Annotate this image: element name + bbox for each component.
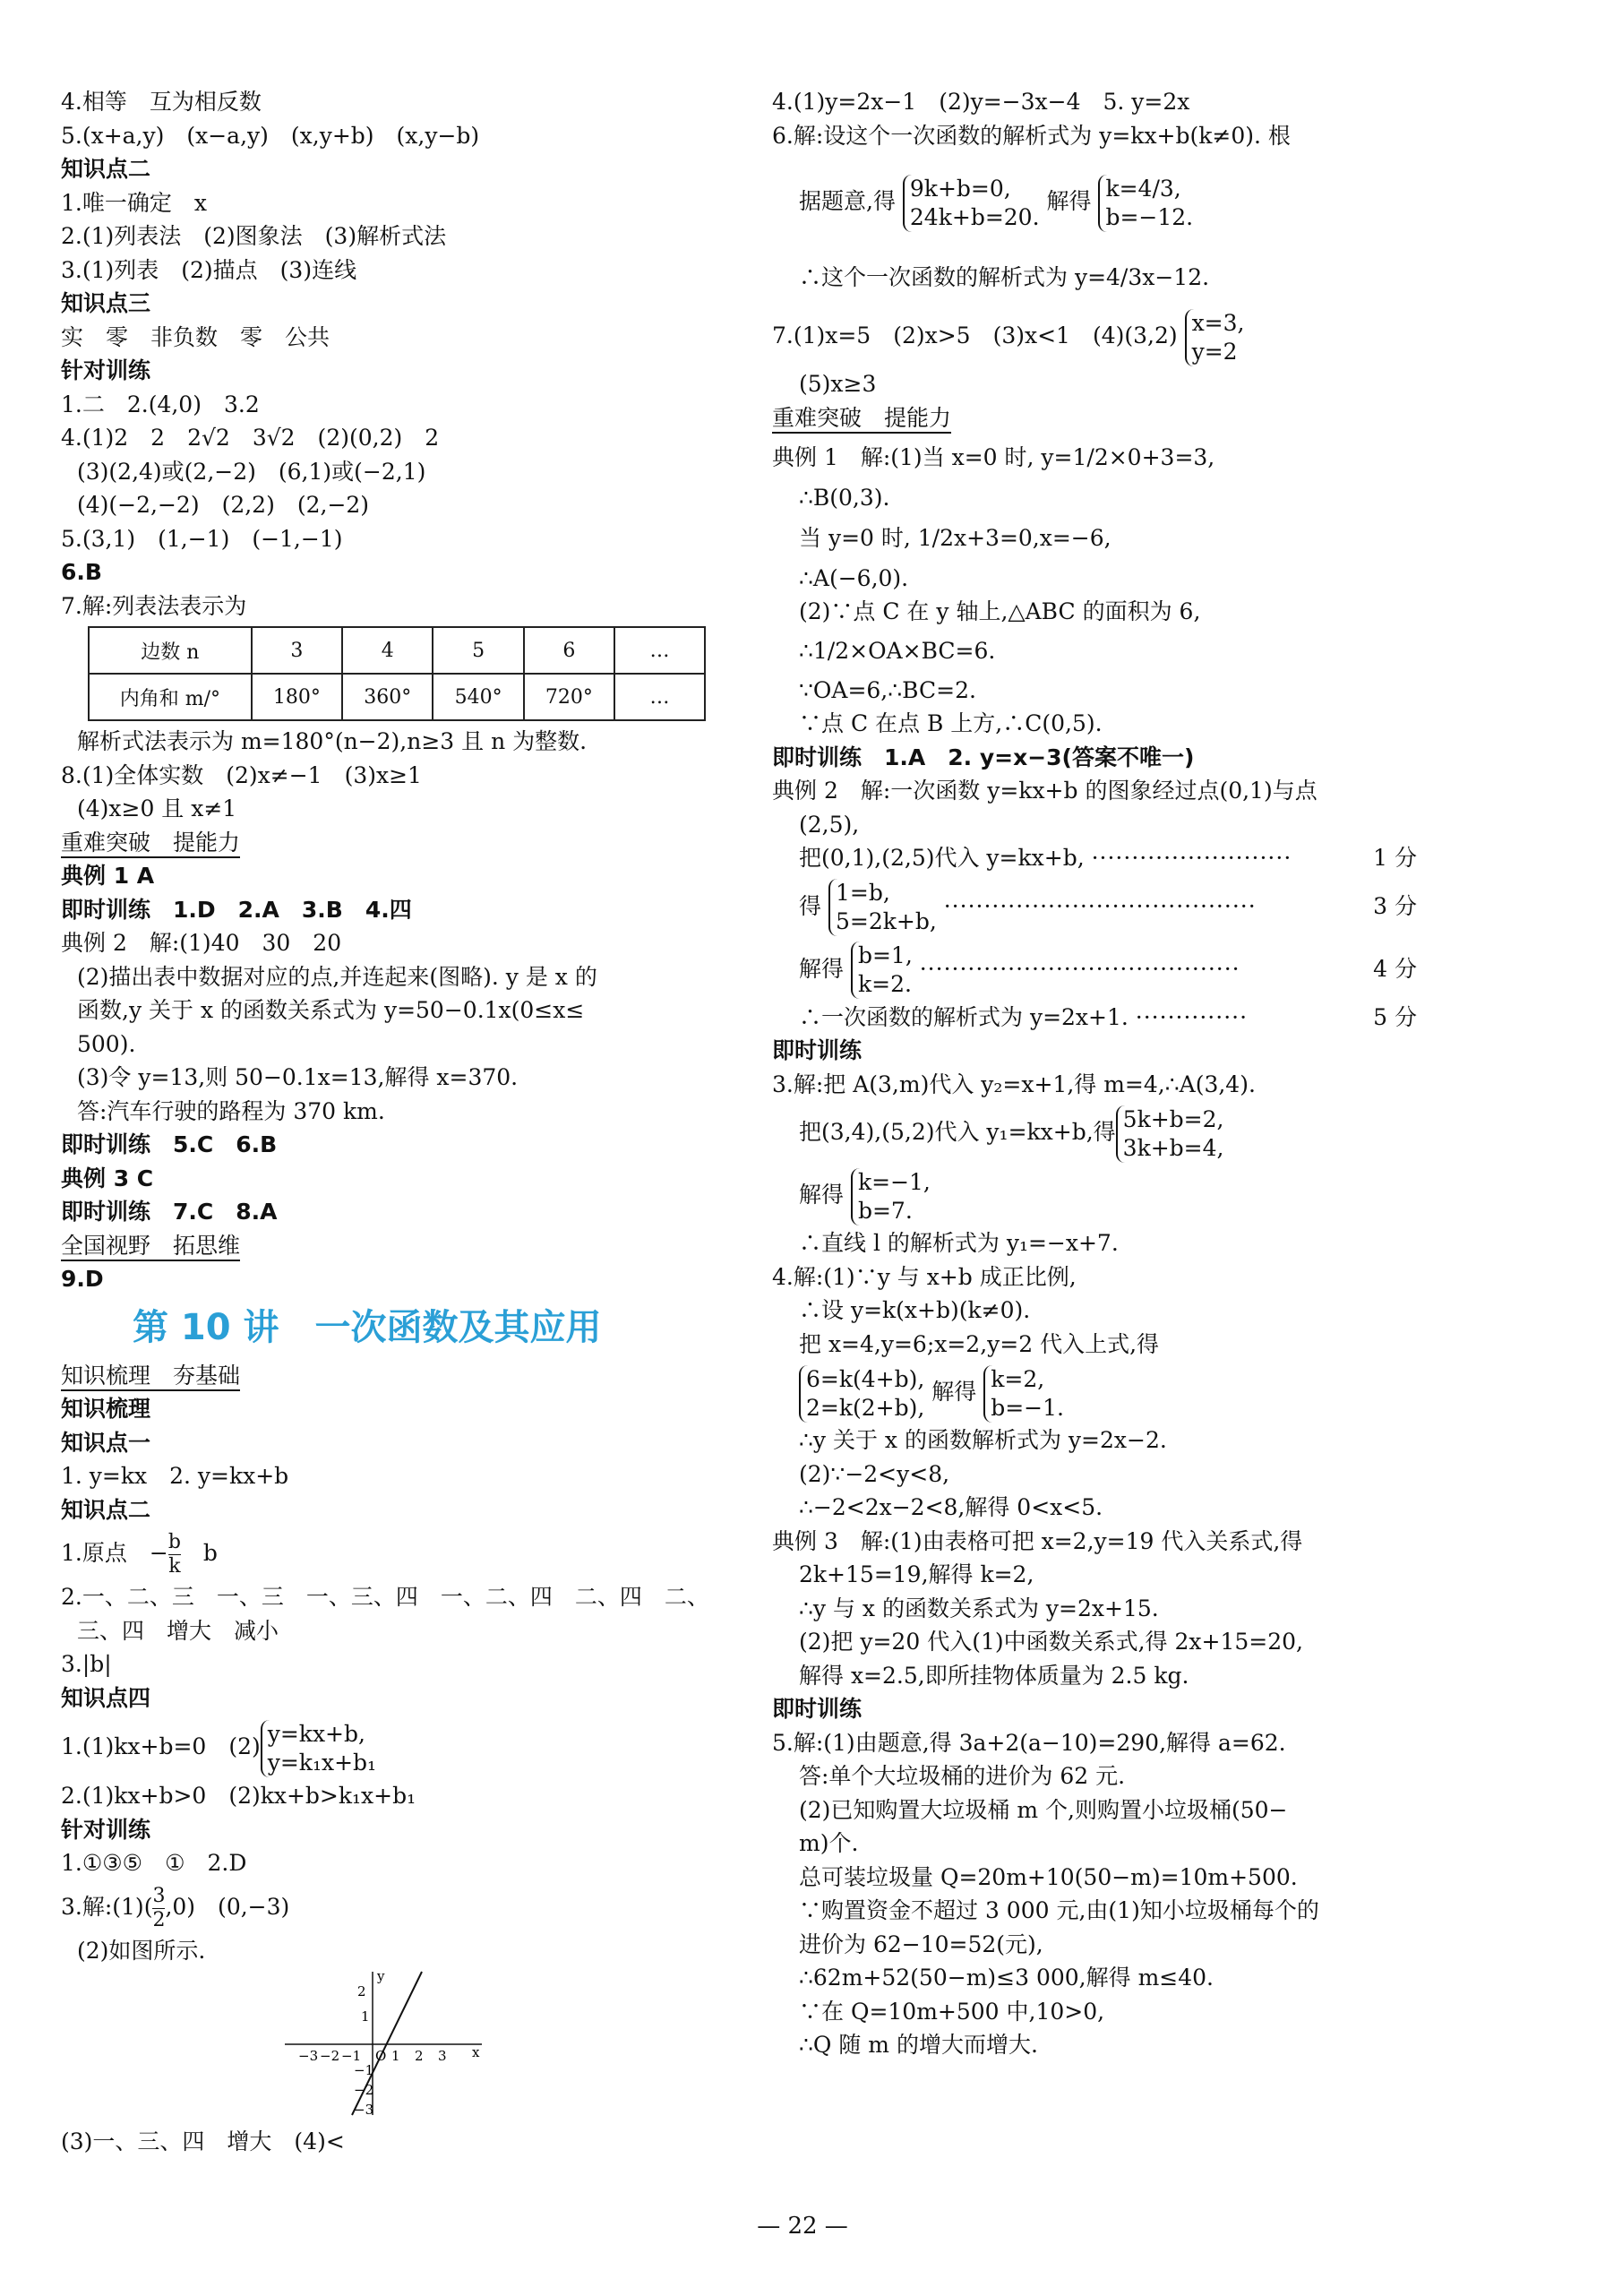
table-cell: 720° bbox=[524, 674, 614, 720]
score-mark: 1 分 bbox=[1373, 845, 1417, 871]
table-row bbox=[89, 674, 705, 720]
tick-label: −1 bbox=[354, 2062, 374, 2078]
answer-line bbox=[61, 1526, 706, 1580]
equation: k=2, bbox=[991, 1365, 1045, 1392]
equation: 1=b, bbox=[835, 880, 890, 906]
answer-line: ∴设 y=k(x+b)(k≠0). bbox=[799, 1297, 1031, 1323]
equation: b=1, bbox=[857, 942, 913, 968]
answer-text: ,0) (0,−3) bbox=[165, 1893, 290, 1920]
table-cell: 540° bbox=[433, 674, 523, 720]
page-number: — 22 — bbox=[757, 2213, 848, 2240]
tick-label: −3 bbox=[298, 2048, 319, 2064]
table-cell: … bbox=[614, 674, 705, 720]
answer-line: 5.解:(1)由题意,得 3a+2(a−10)=290,解得 a=62. bbox=[772, 1729, 1286, 1756]
tick-label: −1 bbox=[341, 2048, 362, 2064]
section-banner: 全国视野 拓思维 bbox=[61, 1233, 240, 1261]
tick-label: −3 bbox=[354, 2102, 374, 2118]
section-heading: 知识点一 bbox=[61, 1429, 151, 1456]
answer-line: 2.一、二、三 一、三 一、三、四 一、二、四 二、四 二、 bbox=[61, 1584, 709, 1610]
tick-label: 3 bbox=[438, 2048, 447, 2064]
answer-line bbox=[772, 1101, 1417, 1164]
section-heading: 即时训练 bbox=[772, 1696, 863, 1722]
numerator: b bbox=[167, 1531, 181, 1553]
equation: x=3, bbox=[1191, 309, 1245, 336]
answer-line: 500). bbox=[77, 1030, 136, 1057]
answer-line: m)个. bbox=[799, 1830, 859, 1856]
tick-label: 2 bbox=[415, 2048, 424, 2064]
table-cell: 4 bbox=[342, 627, 433, 674]
answer-line: ∴B(0,3). bbox=[799, 485, 890, 511]
answer-line bbox=[772, 1164, 1417, 1226]
answer-line: 4.(1)2 2 2√2 3√2 (2)(0,2) 2 bbox=[61, 425, 440, 451]
answer-line: 2.(1)列表法 (2)图象法 (3)解析式法 bbox=[61, 223, 447, 249]
answer-line: 1.唯一确定 x bbox=[61, 189, 207, 216]
score-mark: 3 分 bbox=[1373, 892, 1417, 919]
answer-text: 把(0,1),(2,5)代入 y=kx+b, bbox=[799, 845, 1085, 871]
answer-line: ∴Q 随 m 的增大而增大. bbox=[799, 2032, 1038, 2058]
answer-line: 即时训练 1.D 2.A 3.B 4.四 bbox=[61, 896, 412, 923]
equation: 9k+b=0, bbox=[909, 175, 1011, 202]
table-cell: 5 bbox=[433, 627, 523, 674]
answer-line: ∴−2<2x−2<8,解得 0<x<5. bbox=[799, 1494, 1103, 1520]
linear-function-graph bbox=[280, 1967, 486, 2120]
answer-text: 把(3,4),(5,2)代入 y₁=kx+b,得 bbox=[799, 1119, 1116, 1145]
tick-label: 1 bbox=[361, 2008, 370, 2025]
axis-label: y bbox=[377, 1968, 385, 1984]
tick-label: 1 bbox=[391, 2048, 400, 2064]
equation: 2=k(2+b), bbox=[806, 1394, 925, 1421]
equation: k=2. bbox=[857, 971, 912, 997]
answer-line: 3.解:把 A(3,m)代入 y₂=x+1,得 m=4,∴A(3,4). bbox=[772, 1071, 1256, 1097]
answer-line: 1. y=kx 2. y=kx+b bbox=[61, 1463, 289, 1489]
equation: b=−12. bbox=[1105, 203, 1194, 230]
answer-line bbox=[772, 1001, 1417, 1035]
answer-line: (3)一、三、四 增大 (4)< bbox=[61, 2128, 345, 2154]
answer-line: 6.B bbox=[61, 559, 102, 585]
answer-line: ∵点 C 在点 B 上方,∴C(0,5). bbox=[799, 710, 1103, 736]
polygon-angle-table bbox=[88, 626, 706, 721]
tick-label: −2 bbox=[320, 2048, 340, 2064]
equation-system bbox=[1116, 1105, 1224, 1163]
answer-text: ∴一次函数的解析式为 y=2x+1. bbox=[799, 1003, 1129, 1030]
answer-line: ∴y 关于 x 的函数解析式为 y=2x−2. bbox=[799, 1427, 1167, 1453]
axis-label: x bbox=[472, 2044, 480, 2060]
answer-line bbox=[772, 152, 1417, 251]
answer-line: ∵在 Q=10m+500 中,10>0, bbox=[799, 1998, 1105, 2025]
equation: y=kx+b, bbox=[267, 1720, 365, 1747]
answer-line: 当 y=0 时, 1/2x+3=0,x=−6, bbox=[799, 524, 1111, 551]
answer-line: 8.(1)全体实数 (2)x≠−1 (3)x≥1 bbox=[61, 761, 422, 788]
answer-line: (3)(2,4)或(2,−2) (6,1)或(−2,1) bbox=[77, 458, 426, 485]
score-mark: 4 分 bbox=[1373, 955, 1417, 982]
equation-system bbox=[799, 1365, 924, 1423]
answer-line: 6.解:设这个一次函数的解析式为 y=kx+b(k≠0). 根 bbox=[772, 122, 1291, 149]
answer-line: 4.相等 互为相反数 bbox=[61, 89, 262, 115]
answer-line: 5.(3,1) (1,−1) (−1,−1) bbox=[61, 525, 343, 552]
equation-system bbox=[828, 879, 937, 936]
answer-line: 3.(1)列表 (2)描点 (3)连线 bbox=[61, 256, 357, 283]
answer-line: 解析式法表示为 m=180°(n−2),n≥3 且 n 为整数. bbox=[77, 728, 588, 754]
answer-line: 2.(1)kx+b>0 (2)kx+b>k₁x+b₁ bbox=[61, 1783, 416, 1809]
answer-line: 函数,y 关于 x 的函数关系式为 y=50−0.1x(0≤x≤ bbox=[77, 997, 585, 1023]
answer-line: 实 零 非负数 零 公共 bbox=[61, 323, 330, 350]
answer-line: ∵OA=6,∴BC=2. bbox=[799, 676, 976, 703]
equation: b=−1. bbox=[991, 1394, 1064, 1421]
answer-line: (5)x≥3 bbox=[799, 371, 877, 397]
section-heading: 针对训练 bbox=[61, 357, 151, 383]
answer-line: (2)把 y=20 代入(1)中函数关系式,得 2x+15=20, bbox=[799, 1629, 1303, 1655]
answer-line: 把 x=4,y=6;x=2,y=2 代入上式,得 bbox=[799, 1330, 1160, 1357]
answer-line: ∴1/2×OA×BC=6. bbox=[799, 637, 996, 664]
answer-line: 即时训练 7.C 8.A bbox=[61, 1199, 278, 1225]
answer-text: 1.(1)kx+b=0 (2) bbox=[61, 1733, 261, 1759]
answer-line bbox=[772, 938, 1417, 1001]
answer-text: 解得 bbox=[799, 955, 845, 982]
tick-label: 2 bbox=[357, 1983, 366, 1999]
answer-line: (2)如图所示. bbox=[77, 1937, 206, 1964]
answer-line: 即时训练 5.C 6.B bbox=[61, 1131, 278, 1157]
score-mark: 5 分 bbox=[1373, 1003, 1417, 1030]
answer-text: 解得 bbox=[1046, 188, 1092, 214]
equation: k=−1, bbox=[857, 1168, 931, 1195]
equation: 24k+b=20. bbox=[909, 203, 1040, 230]
answer-line: ∴直线 l 的解析式为 y₁=−x+7. bbox=[799, 1230, 1119, 1256]
table-row bbox=[89, 627, 705, 674]
denominator: k bbox=[168, 1555, 181, 1578]
answer-line: 9.D bbox=[61, 1266, 104, 1292]
answer-line: (2)∵点 C 在 y 轴上,△ABC 的面积为 6, bbox=[799, 598, 1201, 624]
fraction bbox=[152, 1885, 165, 1932]
answer-line: 三、四 增大 减小 bbox=[77, 1617, 279, 1644]
leader-dots: ·············· bbox=[1135, 1003, 1249, 1030]
answer-line: ∴62m+52(50−m)≤3 000,解得 m≤40. bbox=[799, 1965, 1214, 1991]
answer-line: 典例 3 解:(1)由表格可把 x=2,y=19 代入关系式,得 bbox=[772, 1527, 1303, 1554]
answer-line bbox=[61, 1880, 706, 1934]
answer-line: (2)∵−2<y<8, bbox=[799, 1460, 950, 1487]
numerator: 3 bbox=[152, 1884, 166, 1907]
section-heading: 知识点三 bbox=[61, 290, 151, 316]
answer-line: (4)(−2,−2) (2,2) (2,−2) bbox=[77, 492, 370, 518]
section-heading: 知识点二 bbox=[61, 1496, 151, 1523]
answer-line: 答:单个大垃圾桶的进价为 62 元. bbox=[799, 1763, 1126, 1789]
answer-text: 据题意,得 bbox=[799, 188, 896, 214]
tick-label: O bbox=[375, 2048, 387, 2064]
answer-line: 7.解:列表法表示为 bbox=[61, 592, 247, 619]
section-heading: 即时训练 bbox=[772, 1037, 863, 1063]
answer-line bbox=[61, 1715, 706, 1779]
answer-line bbox=[772, 841, 1417, 875]
answer-line: ∵购置资金不超过 3 000 元,由(1)知小垃圾桶每个的 bbox=[799, 1897, 1319, 1923]
section-banner: 知识梳理 夯基础 bbox=[61, 1363, 240, 1391]
answer-line: 典例 2 解:(1)40 30 20 bbox=[61, 930, 342, 956]
right-column bbox=[772, 85, 1417, 2062]
answer-line: (2)描出表中数据对应的点,并连起来(图略). y 是 x 的 bbox=[77, 963, 597, 990]
answer-line: 典例 1 A bbox=[61, 863, 155, 889]
equation: 3k+b=4, bbox=[1122, 1134, 1224, 1161]
answer-line: (2,5), bbox=[799, 811, 860, 838]
denominator: 2 bbox=[152, 1908, 166, 1931]
table-cell: 6 bbox=[524, 627, 614, 674]
answer-line: 典例 2 解:一次函数 y=kx+b 的图象经过点(0,1)与点 bbox=[772, 778, 1317, 804]
answer-text: 得 bbox=[799, 892, 822, 919]
answer-line bbox=[772, 305, 1417, 367]
answer-line: 总可装垃圾量 Q=20m+10(50−m)=10m+500. bbox=[799, 1863, 1298, 1890]
equation-system bbox=[851, 1168, 931, 1225]
section-heading: 知识点二 bbox=[61, 156, 151, 182]
leader-dots: ······································· bbox=[943, 892, 1257, 919]
equation: y=2 bbox=[1191, 338, 1238, 365]
answer-line: 解得 x=2.5,即所挂物体质量为 2.5 kg. bbox=[799, 1662, 1189, 1689]
equation: y=k₁x+b₁ bbox=[267, 1749, 377, 1776]
equation-system bbox=[983, 1365, 1064, 1423]
answer-line: 3.|b| bbox=[61, 1651, 112, 1677]
equation-system bbox=[1098, 175, 1193, 232]
answer-line: 1.①③⑤ ① 2.D bbox=[61, 1850, 247, 1876]
section-heading: 针对训练 bbox=[61, 1816, 151, 1843]
answer-line: 即时训练 1.A 2. y=x−3(答案不唯一) bbox=[772, 744, 1195, 770]
section-heading: 知识梳理 bbox=[61, 1396, 151, 1422]
answer-text: 1.原点 − bbox=[61, 1540, 168, 1566]
answer-line: ∴这个一次函数的解析式为 y=4/3x−12. bbox=[799, 264, 1210, 290]
answer-line: 4.解:(1)∵y 与 x+b 成正比例, bbox=[772, 1263, 1077, 1290]
answer-line: 5.(x+a,y) (x−a,y) (x,y+b) (x,y−b) bbox=[61, 122, 480, 149]
answer-text: 解得 bbox=[799, 1182, 845, 1208]
section-banner: 重难突破 提能力 bbox=[61, 830, 240, 858]
answer-line: 1.二 2.(4,0) 3.2 bbox=[61, 391, 260, 417]
answer-line bbox=[772, 1361, 1417, 1423]
answer-line: ∴y 与 x 的函数关系式为 y=2x+15. bbox=[799, 1595, 1159, 1621]
answer-line: ∴A(−6,0). bbox=[799, 564, 909, 591]
table-cell: 360° bbox=[342, 674, 433, 720]
equation-system bbox=[903, 175, 1040, 232]
left-column bbox=[61, 85, 709, 2159]
answer-line bbox=[772, 875, 1417, 938]
answer-line: 进价为 62−10=52(元), bbox=[799, 1931, 1043, 1957]
tick-label: −2 bbox=[354, 2082, 374, 2098]
answer-text: 3.解:(1)( bbox=[61, 1893, 153, 1920]
fraction bbox=[168, 1531, 181, 1578]
equation: b=7. bbox=[857, 1197, 913, 1224]
table-cell: 180° bbox=[252, 674, 342, 720]
answer-text: b bbox=[180, 1540, 218, 1566]
answer-line: (3)令 y=13,则 50−0.1x=13,解得 x=370. bbox=[77, 1064, 519, 1090]
equation: 5k+b=2, bbox=[1122, 1105, 1224, 1132]
answer-line: (4)x≥0 且 x≠1 bbox=[77, 795, 237, 821]
answer-line: 典例 3 C bbox=[61, 1165, 154, 1191]
equation: 5=2k+b, bbox=[835, 908, 937, 934]
answer-text: 7.(1)x=5 (2)x>5 (3)x<1 (4)(3,2) bbox=[772, 322, 1178, 348]
equation-system bbox=[261, 1720, 376, 1777]
equation-system bbox=[1185, 309, 1245, 366]
answer-line: (2)已知购置大垃圾桶 m 个,则购置小垃圾桶(50− bbox=[799, 1796, 1288, 1823]
section-banner: 重难突破 提能力 bbox=[772, 405, 951, 434]
table-cell: 3 bbox=[252, 627, 342, 674]
chapter-title: 第 10 讲 一次函数及其应用 bbox=[133, 1306, 602, 1348]
leader-dots: ························· bbox=[1091, 845, 1292, 871]
answer-line: 典例 1 解:(1)当 x=0 时, y=1/2×0+3=3, bbox=[772, 444, 1215, 470]
answer-text: 解得 bbox=[931, 1379, 977, 1405]
equation: 6=k(4+b), bbox=[806, 1365, 925, 1392]
answer-line: 2k+15=19,解得 k=2, bbox=[799, 1561, 1034, 1587]
table-cell: … bbox=[614, 627, 705, 674]
table-cell: 内角和 m/° bbox=[89, 674, 252, 720]
leader-dots: ········································ bbox=[919, 955, 1240, 982]
table-cell: 边数 n bbox=[89, 627, 252, 674]
answer-line: 答:汽车行驶的路程为 370 km. bbox=[77, 1097, 385, 1124]
answer-line: 4.(1)y=2x−1 (2)y=−3x−4 5. y=2x bbox=[772, 89, 1190, 115]
equation-system bbox=[851, 942, 913, 999]
section-heading: 知识点四 bbox=[61, 1684, 151, 1711]
equation: k=4/3, bbox=[1105, 175, 1181, 202]
